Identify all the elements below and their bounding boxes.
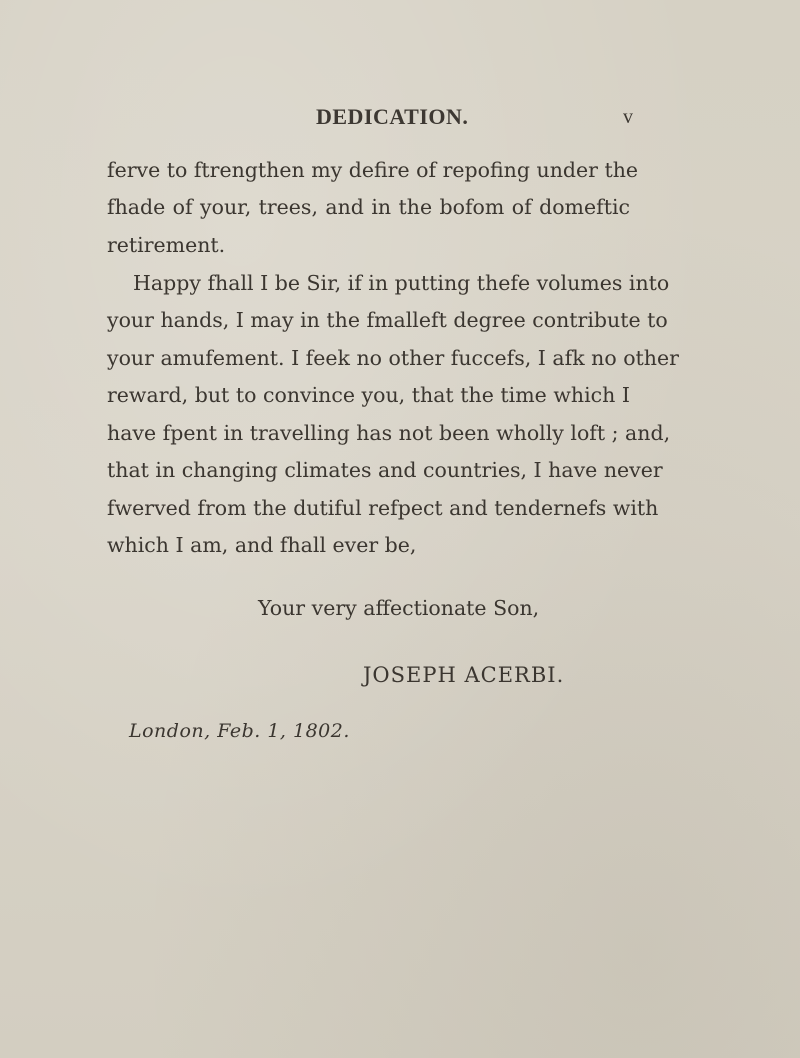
signature: JOSEPH ACERBI.	[363, 663, 565, 687]
place-date: London, Feb. 1, 1802.	[129, 720, 350, 742]
text-line: fhade of your, trees, and in the bofom of domeftic	[107, 195, 630, 219]
text-line: which I am, and fhall ever be,	[107, 533, 417, 557]
text-line: have fpent in travelling has not been wholly loft ; and,	[107, 421, 671, 445]
text-line: reward, but to convince you, that the time which I	[107, 383, 630, 407]
text-line: your amufement. I feek no other fuccefs, I afk no other	[107, 346, 679, 370]
text-line: ferve to ftrengthen my defire of repofing under the	[107, 158, 639, 182]
signoff: Your very affectionate Son,	[258, 596, 540, 620]
text-line: that in changing climates and countries, I have never	[107, 458, 663, 482]
text-line: Happy fhall I be Sir, if in putting thefe volumes into	[133, 271, 670, 295]
page-number: v	[623, 106, 633, 128]
text-line: fwerved from the dutiful refpect and tendernefs with	[107, 496, 659, 520]
running-head: DEDICATION.	[316, 104, 469, 129]
text-line: retirement.	[107, 233, 226, 257]
text-line: your hands, I may in the fmalleft degree contribute to	[107, 308, 668, 332]
